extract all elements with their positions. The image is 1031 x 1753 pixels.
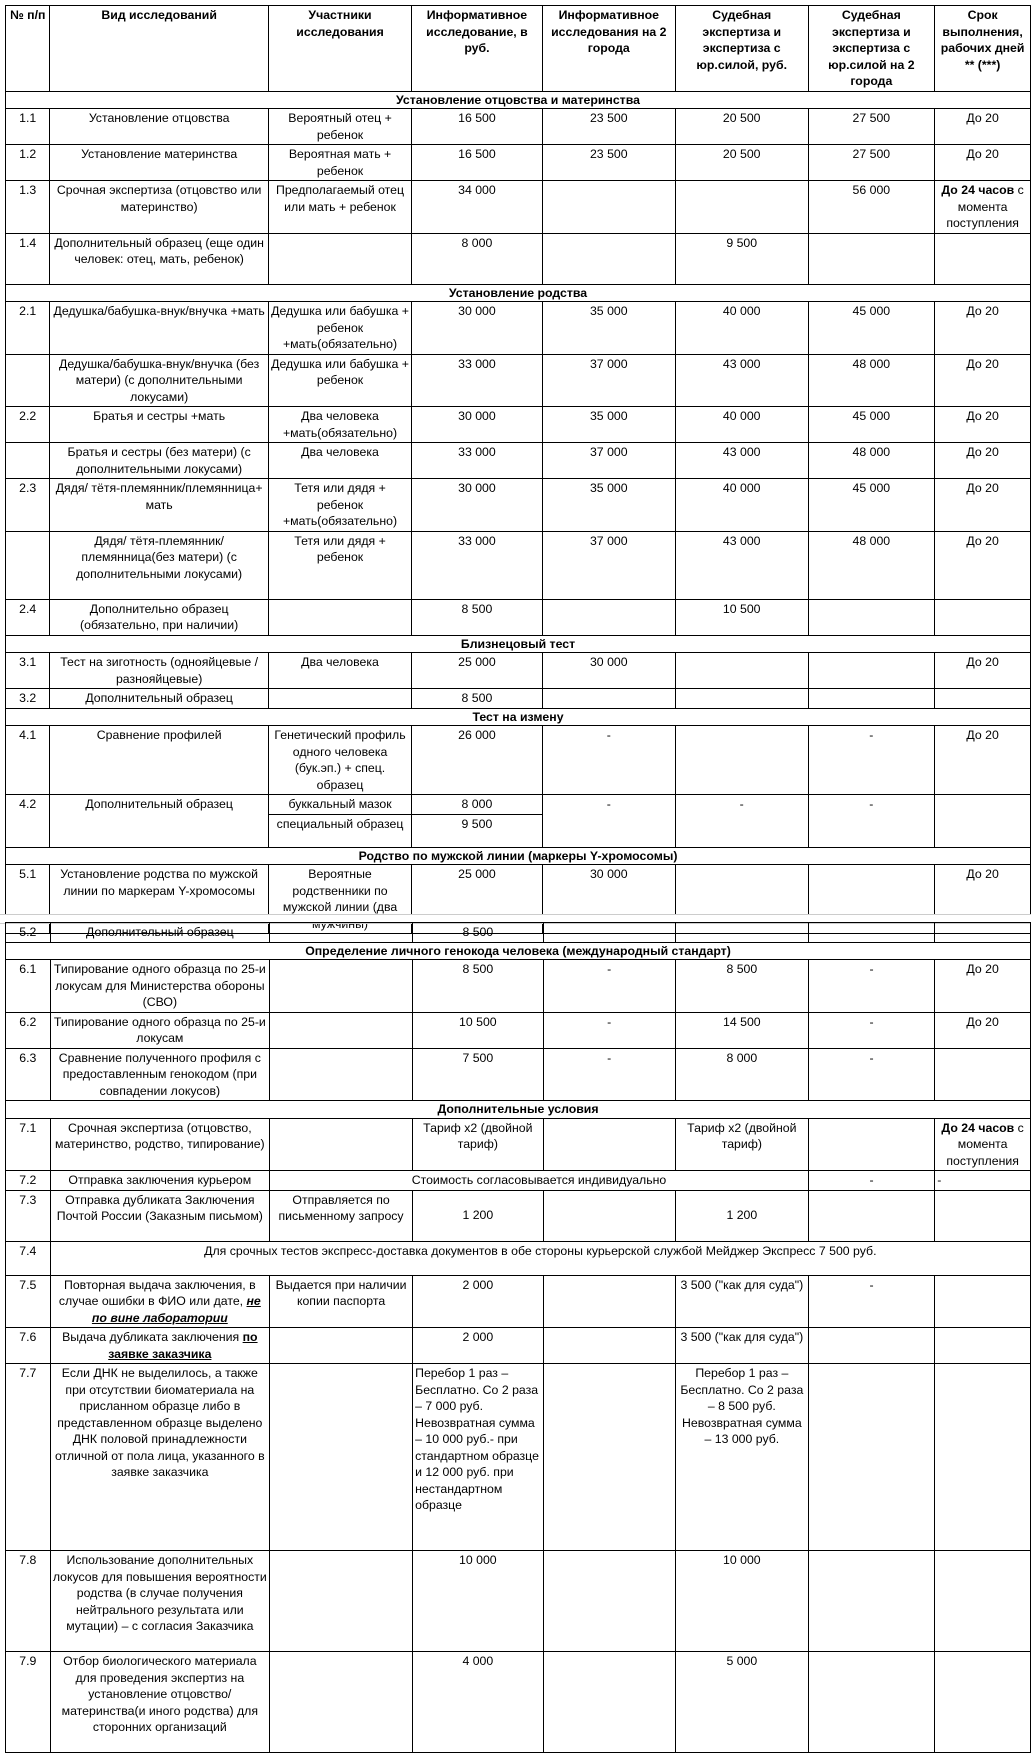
row-court2 <box>808 1328 934 1364</box>
row-term <box>935 181 1031 234</box>
row-participants: специальный образец <box>268 814 411 847</box>
row-court: 10 500 <box>675 599 808 635</box>
col-type: Вид исследований <box>50 6 268 92</box>
table-row <box>6 1048 1031 1101</box>
row-info: 9 500 <box>412 814 542 847</box>
row-info2: 37 000 <box>542 531 675 599</box>
row-court2: 45 000 <box>808 407 935 443</box>
row-term: До 20 <box>935 726 1031 795</box>
row-info: 30 000 <box>412 407 542 443</box>
row-term: До 20 <box>935 354 1031 407</box>
table-row <box>6 354 1031 407</box>
row-participants <box>270 1328 413 1364</box>
row-info: 8 500 <box>412 599 542 635</box>
row-court2 <box>808 233 935 284</box>
row-court2: 27 500 <box>808 109 935 145</box>
row-info: 33 000 <box>412 354 542 407</box>
row-participants: Предполагаемый отец или мать + ребенок <box>268 181 411 234</box>
table-row <box>6 407 1031 443</box>
row-court <box>675 726 808 795</box>
row-court: 10 000 <box>675 1551 808 1652</box>
row-info: 1 200 <box>413 1190 543 1241</box>
row-court2 <box>808 923 934 943</box>
row-court <box>675 653 808 689</box>
section-title: Дополнительные условия <box>6 1101 1031 1119</box>
row-participants <box>270 1048 413 1101</box>
section-header <box>6 847 1031 865</box>
col-term: Срок выполнения, рабочих дней ** (***) <box>935 6 1031 92</box>
section-header <box>6 1101 1031 1119</box>
row-no: 7.2 <box>6 1171 51 1191</box>
row-type: Сравнение полученного профиля с предоставленным генокодом (при совпадении локусов) <box>50 1048 269 1101</box>
row-court <box>675 923 808 943</box>
row-court2 <box>808 1364 934 1551</box>
row-participants <box>270 1118 413 1171</box>
table-row <box>6 1171 1031 1191</box>
row-court: 9 500 <box>675 233 808 284</box>
row-term <box>935 1118 1031 1171</box>
row-info: 10 500 <box>413 1012 543 1048</box>
row-type: Дедушка/бабушка-внук/внучка +мать <box>50 302 268 355</box>
table-row <box>6 795 1031 815</box>
row-court2: - <box>808 795 935 848</box>
term-bold: До 24 часов <box>941 183 1015 197</box>
type-emphasis: по заявке заказчика <box>108 1330 258 1361</box>
row-no: 7.3 <box>6 1190 51 1241</box>
row-info2 <box>542 233 675 284</box>
row-term <box>935 233 1031 284</box>
row-type: Братья и сестры (без матери) (с дополнительными локусами) <box>50 443 268 479</box>
type-emphasis: не по вине лаборатории <box>91 1294 261 1325</box>
section-title: Определение личного генокода человека (международный стандарт) <box>6 942 1031 960</box>
row-info2: 23 500 <box>542 109 675 145</box>
row-participants: Дедушка или бабушка + ребенок <box>268 354 411 407</box>
row-term <box>935 923 1031 943</box>
row-term: До 20 <box>935 109 1031 145</box>
row-no: 6.1 <box>6 960 51 1013</box>
row-participants: Отправляется по письменному запросу <box>270 1190 413 1241</box>
row-type: Установление отцовства <box>50 109 268 145</box>
row-type: Сравнение профилей <box>50 726 268 795</box>
row-court2: - <box>808 960 934 1013</box>
row-court: 3 500 ("как для суда") <box>675 1328 808 1364</box>
row-court: 14 500 <box>675 1012 808 1048</box>
row-term: До 20 <box>935 865 1031 934</box>
row-info: 16 500 <box>412 145 542 181</box>
row-court: 5 000 <box>675 1652 808 1753</box>
row-court2: - <box>808 1012 934 1048</box>
row-info2: 23 500 <box>542 145 675 181</box>
row-court: 20 500 <box>675 109 808 145</box>
row-info: 8 000 <box>412 795 542 815</box>
row-court2: - <box>808 726 935 795</box>
row-type <box>50 1328 269 1364</box>
row-term <box>935 1364 1031 1551</box>
row-term <box>935 689 1031 709</box>
term-rest: с момента поступления <box>946 183 1024 230</box>
row-court2 <box>808 689 935 709</box>
table-row <box>6 145 1031 181</box>
row-term <box>935 1652 1031 1753</box>
row-info2 <box>543 1275 675 1328</box>
section-title: Тест на измену <box>6 708 1031 726</box>
row-type: Отправка дубликата Заключения Почтой России (Заказным письмом) <box>50 1190 269 1241</box>
table-row <box>6 1652 1031 1753</box>
row-info2 <box>543 1328 675 1364</box>
row-court2: 27 500 <box>808 145 935 181</box>
row-participants: буккальный мазок <box>268 795 411 815</box>
row-no: 1.1 <box>6 109 50 145</box>
table-header <box>6 6 1031 92</box>
row-participants: Выдается при наличии копии паспорта <box>270 1275 413 1328</box>
row-no: 7.5 <box>6 1275 51 1328</box>
row-term: До 20 <box>935 443 1031 479</box>
row-court2: 48 000 <box>808 354 935 407</box>
row-info2: - <box>542 795 675 848</box>
row-info2 <box>542 599 675 635</box>
section-title: Близнецовый тест <box>6 635 1031 653</box>
row-no: 4.1 <box>6 726 50 795</box>
row-type: Отправка заключения курьером <box>50 1171 269 1191</box>
row-no: 7.9 <box>6 1652 51 1753</box>
row-court: 8 500 <box>675 960 808 1013</box>
row-type: Типирование одного образца по 25-и локусам для Министерства обороны (СВО) <box>50 960 269 1013</box>
row-no: 6.3 <box>6 1048 51 1101</box>
row-term <box>935 1048 1031 1101</box>
row-participants: Два человека <box>268 653 411 689</box>
row-info: 30 000 <box>412 479 542 532</box>
table-row <box>6 689 1031 709</box>
row-court2: - <box>808 1275 934 1328</box>
row-type: Братья и сестры +мать <box>50 407 268 443</box>
row-no <box>6 354 50 407</box>
row-term: До 20 <box>935 302 1031 355</box>
row-no: 7.1 <box>6 1118 51 1171</box>
row-participants <box>270 960 413 1013</box>
table-row <box>6 599 1031 635</box>
row-info2: - <box>543 1012 675 1048</box>
row-info: 33 000 <box>412 531 542 599</box>
row-info2: 35 000 <box>542 407 675 443</box>
row-participants <box>268 599 411 635</box>
row-court2: 45 000 <box>808 479 935 532</box>
row-court2: 56 000 <box>808 181 935 234</box>
row-term: До 20 <box>935 531 1031 599</box>
row-participants <box>270 1012 413 1048</box>
row-participants <box>270 1652 413 1753</box>
row-no: 2.3 <box>6 479 50 532</box>
row-term: До 20 <box>935 960 1031 1013</box>
row-info2: - <box>543 960 675 1013</box>
row-participants <box>270 1551 413 1652</box>
row-info2: 35 000 <box>542 302 675 355</box>
row-court: 40 000 <box>675 407 808 443</box>
row-term: - <box>935 1171 1031 1191</box>
row-no: 2.2 <box>6 407 50 443</box>
row-participants <box>268 689 411 709</box>
row-term <box>935 1551 1031 1652</box>
section-header <box>6 284 1031 302</box>
row-info2 <box>543 923 675 943</box>
row-info: 33 000 <box>412 443 542 479</box>
row-court <box>675 689 808 709</box>
table-row <box>6 1012 1031 1048</box>
row-info: 8 500 <box>412 689 542 709</box>
table-row <box>6 1551 1031 1652</box>
row-type: Срочная экспертиза (отцовство, материнство, родство, типирование) <box>50 1118 269 1171</box>
row-no: 1.2 <box>6 145 50 181</box>
row-court: Перебор 1 раз – Бесплатно. Со 2 раза – 8 500 руб. Невозвратная сумма – 13 000 руб. <box>675 1364 808 1551</box>
table-row <box>6 1275 1031 1328</box>
row-info: 8 500 <box>413 960 543 1013</box>
row-no <box>6 443 50 479</box>
row-no: 3.2 <box>6 689 50 709</box>
section-header <box>6 635 1031 653</box>
row-term <box>935 599 1031 635</box>
row-no: 7.8 <box>6 1551 51 1652</box>
col-info2: Информативное исследования на 2 города <box>542 6 675 92</box>
row-info2 <box>543 1652 675 1753</box>
row-type: Дополнительно образец (обязательно, при наличии) <box>50 599 268 635</box>
row-term: До 20 <box>935 1012 1031 1048</box>
row-no: 7.7 <box>6 1364 51 1551</box>
row-term <box>935 795 1031 848</box>
row-participants: Вероятная мать + ребенок <box>268 145 411 181</box>
row-no: 1.3 <box>6 181 50 234</box>
row-info: 10 000 <box>413 1551 543 1652</box>
row-participants <box>268 233 411 284</box>
row-info2: 37 000 <box>542 354 675 407</box>
row-type: Дополнительный образец <box>50 689 268 709</box>
term-bold: До 24 часов <box>941 1120 1015 1135</box>
row-type: Типирование одного образца по 25-и локусам <box>50 1012 269 1048</box>
row-type: Дополнительный образец <box>50 923 269 943</box>
row-info2 <box>543 1190 675 1241</box>
table-row <box>6 1241 1031 1275</box>
table-row <box>6 109 1031 145</box>
price-table-page-2 <box>5 922 1031 1753</box>
table-row <box>6 923 1031 943</box>
row-no: 7.4 <box>6 1241 51 1275</box>
row-term <box>935 1328 1031 1364</box>
row-info: 34 000 <box>412 181 542 234</box>
row-info2 <box>542 689 675 709</box>
row-type: Дядя/ тётя-племянник/племянница(без матери) (с дополнительными локусами) <box>50 531 268 599</box>
table-row <box>6 653 1031 689</box>
table-row <box>6 181 1031 234</box>
row-court2: - <box>808 1048 934 1101</box>
row-info2: 30 000 <box>542 653 675 689</box>
row-info2: 37 000 <box>542 443 675 479</box>
row-participants: Генетический профиль одного человека (бук.эп.) + спец. образец <box>268 726 411 795</box>
row-info2: - <box>542 726 675 795</box>
row-no: 2.4 <box>6 599 50 635</box>
row-court: 3 500 ("как для суда") <box>675 1275 808 1328</box>
col-court2: Судебная экспертиза и экспертиза с юр.силой на 2 города <box>808 6 935 92</box>
row-merged-note: Для срочных тестов экспресс-доставка документов в обе стороны курьерской службой Мейджер Экспресс 7 500 руб. <box>50 1241 1030 1275</box>
row-info: 7 500 <box>413 1048 543 1101</box>
section-header <box>6 942 1031 960</box>
row-court2 <box>808 1190 934 1241</box>
row-participants: Вероятные родственники по мужской линии (два <box>268 865 411 934</box>
row-info: 25 000 <box>412 865 542 934</box>
row-info2 <box>543 1364 675 1551</box>
row-participants: Тетя или дядя + ребенок +мать(обязательно) <box>268 479 411 532</box>
row-type <box>50 1275 269 1328</box>
row-court: 43 000 <box>675 354 808 407</box>
section-header <box>6 708 1031 726</box>
row-court2 <box>808 1551 934 1652</box>
table-row <box>6 1190 1031 1241</box>
row-no: 4.2 <box>6 795 50 848</box>
section-title: Установление родства <box>6 284 1031 302</box>
row-court: 1 200 <box>675 1190 808 1241</box>
row-participants <box>270 923 413 943</box>
row-term: До 20 <box>935 479 1031 532</box>
row-no: 1.4 <box>6 233 50 284</box>
table-row <box>6 726 1031 795</box>
row-participants: Вероятный отец + ребенок <box>268 109 411 145</box>
row-type: Дядя/ тётя-племянник/племянница+ мать <box>50 479 268 532</box>
row-info: 2 000 <box>413 1275 543 1328</box>
row-type: Дополнительный образец <box>50 795 268 848</box>
row-info: 8 500 <box>413 923 543 943</box>
row-court: - <box>675 795 808 848</box>
table-row <box>6 531 1031 599</box>
row-court2 <box>808 599 935 635</box>
table-row <box>6 233 1031 284</box>
row-court: 40 000 <box>675 302 808 355</box>
term-rest: с момента поступления <box>946 1120 1024 1168</box>
row-participants: Два человека <box>268 443 411 479</box>
row-info: 26 000 <box>412 726 542 795</box>
row-court2 <box>808 653 935 689</box>
row-court: 20 500 <box>675 145 808 181</box>
col-court: Судебная экспертиза и экспертиза с юр.силой, руб. <box>675 6 808 92</box>
type-text: Повторная выдача заключения, в случае ошибки в ФИО или дате, <box>58 1277 256 1308</box>
section-title: Родство по мужской линии (маркеры Y-хромосомы) <box>6 847 1031 865</box>
row-info: Тариф х2 (двойной тариф) <box>413 1118 543 1171</box>
row-type: Установление родства по мужской линии по маркерам Y-хромосомы <box>50 865 268 934</box>
row-no: 3.1 <box>6 653 50 689</box>
row-term <box>935 1275 1031 1328</box>
row-info: Перебор 1 раз – Бесплатно. Со 2 раза – 7 000 руб. Невозвратная сумма – 10 000 руб.- при стандартном образце и 12 000 руб. при нестандартном образце <box>413 1364 543 1551</box>
table-row <box>6 960 1031 1013</box>
row-type: Срочная экспертиза (отцовство или материнство) <box>50 181 268 234</box>
price-table-page-1 <box>5 5 1031 934</box>
row-type: Если ДНК не выделилось, а также при отсутствии биоматериала на присланном образце либо в представленном образце выделено ДНК половой принадлежности отличной от пола лица, указанного в заявке заказчика <box>50 1364 269 1551</box>
row-no: 5.2 <box>6 923 51 943</box>
row-term: До 20 <box>935 145 1031 181</box>
col-info: Информативное исследование, в руб. <box>412 6 542 92</box>
row-term: До 20 <box>935 407 1031 443</box>
row-no: 5.1 <box>6 865 50 934</box>
row-participants: Дедушка или бабушка + ребенок +мать(обязательно) <box>268 302 411 355</box>
row-court: 43 000 <box>675 443 808 479</box>
row-court2 <box>808 1652 934 1753</box>
table-row <box>6 479 1031 532</box>
row-no <box>6 531 50 599</box>
row-court2: - <box>808 1171 934 1191</box>
row-no: 7.6 <box>6 1328 51 1364</box>
table-row <box>6 302 1031 355</box>
table-row <box>6 1364 1031 1551</box>
row-court2: 48 000 <box>808 443 935 479</box>
row-no: 2.1 <box>6 302 50 355</box>
row-court <box>675 181 808 234</box>
row-court: 40 000 <box>675 479 808 532</box>
row-merged-note: Стоимость согласовывается индивидуально <box>270 1171 809 1191</box>
section-title: Установление отцовства и материнства <box>6 91 1031 109</box>
row-info2 <box>542 181 675 234</box>
row-info: 25 000 <box>412 653 542 689</box>
row-court: 43 000 <box>675 531 808 599</box>
row-info: 2 000 <box>413 1328 543 1364</box>
table-row <box>6 1328 1031 1364</box>
row-participants <box>270 1364 413 1551</box>
row-info2: - <box>543 1048 675 1101</box>
row-info: 30 000 <box>412 302 542 355</box>
table-row <box>6 443 1031 479</box>
row-info2 <box>543 1551 675 1652</box>
row-info: 16 500 <box>412 109 542 145</box>
section-header <box>6 91 1031 109</box>
row-type: Установление материнства <box>50 145 268 181</box>
type-text: Выдача дубликата заключения <box>62 1330 243 1344</box>
row-type: Использование дополнительных локусов для повышения вероятности родства (в случае получения нейтрального результата или мутации) – с согласия Заказчика <box>50 1551 269 1652</box>
col-participants: Участники исследования <box>268 6 411 92</box>
row-no: 6.2 <box>6 1012 51 1048</box>
row-term <box>935 1190 1031 1241</box>
row-type: Дополнительный образец (еще один человек: отец, мать, ребенок) <box>50 233 268 284</box>
row-info2: 30 000 <box>542 865 675 934</box>
row-info: 8 000 <box>412 233 542 284</box>
row-participants: Тетя или дядя + ребенок <box>268 531 411 599</box>
row-term: До 20 <box>935 653 1031 689</box>
row-info2 <box>543 1118 675 1171</box>
row-court2 <box>808 1118 934 1171</box>
row-type: Тест на зиготность (однояйцевые /разнояйцевые) <box>50 653 268 689</box>
row-info: 4 000 <box>413 1652 543 1753</box>
row-participants: Два человека +мать(обязательно) <box>268 407 411 443</box>
row-court: Тариф х2 (двойной тариф) <box>675 1118 808 1171</box>
table-row <box>6 1118 1031 1171</box>
row-court: 8 000 <box>675 1048 808 1101</box>
col-no: № п/п <box>6 6 50 92</box>
row-court2: 45 000 <box>808 302 935 355</box>
row-type: Отбор биологического материала для проведения экспертиз на установление отцовство/материнства(и иного родства) для сторонних организаций <box>50 1652 269 1753</box>
row-type: Дедушка/бабушка-внук/внучка (без матери) (с дополнительными локусами) <box>50 354 268 407</box>
row-court2: 48 000 <box>808 531 935 599</box>
row-info2: 35 000 <box>542 479 675 532</box>
